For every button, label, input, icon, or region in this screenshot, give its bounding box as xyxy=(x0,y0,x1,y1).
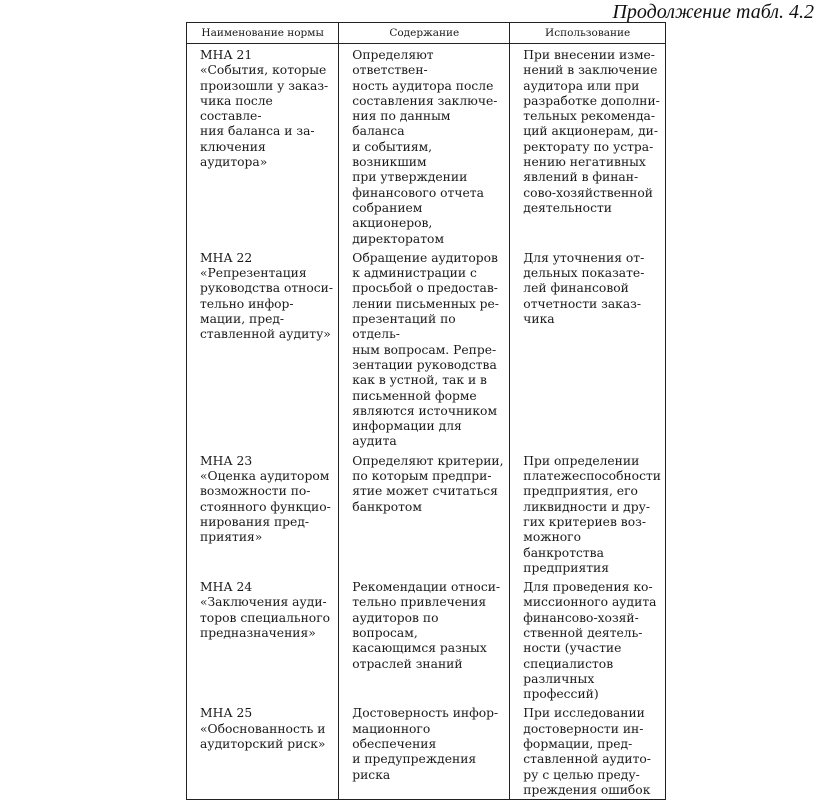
table-header-row xyxy=(187,23,666,44)
content-cell: Определяют ответствен- ность аудитора после составления заключе- ния по данным баланса и событиям, возникшим при утверждении финансового отчета собранием акционеров, директоратом xyxy=(339,44,510,247)
header-usage: Использование xyxy=(510,23,666,44)
standards-table xyxy=(186,22,666,800)
header-norm-name: Наименование нормы xyxy=(187,23,339,44)
usage-cell: При внесении изме- нений в заключение аудитора или при разработке дополни- тельных рекоменда- ций акционерам, ди- ректорату по устра- нению негативных явлений в финан- сово-хозяйственной деятельности xyxy=(510,44,666,247)
norm-name-cell: МНА 25 «Обоснованность и аудиторский риск» xyxy=(187,702,339,799)
content-cell: Обращение аудиторов к администрации с просьбой о предостав- лении письменных ре- презентаций по отдель- ным вопросам. Репре- зентации руководства как в устной, так и в письменной форме являются источником информации для аудита xyxy=(339,247,510,450)
norm-name-cell: МНА 21 «События, которые произошли у заказ- чика после составле- ния баланса и за- ключения аудитора» xyxy=(187,44,339,247)
norm-name-cell: МНА 23 «Оценка аудитором возможности по- стоянного функцио- нирования пред- приятия» xyxy=(187,450,339,576)
usage-cell: При определении платежеспособности предприятия, его ликвидности и дру- гих критериев воз- можного банкротства предприятия xyxy=(510,450,666,576)
table-row xyxy=(187,702,666,799)
content-cell: Определяют критерии, по которым предпри- ятие может считаться банкротом xyxy=(339,450,510,576)
header-content: Содержание xyxy=(339,23,510,44)
norm-name-cell: МНА 24 «Заключения ауди- торов специального предназначения» xyxy=(187,576,339,702)
table-row xyxy=(187,450,666,576)
norm-name-cell: МНА 22 «Репрезентация руководства относи- тельно инфор- мации, пред- ставленной аудиту» xyxy=(187,247,339,450)
table-row xyxy=(187,247,666,450)
usage-cell: При исследовании достоверности ин- формации, пред- ставленной аудито- ру с целью преду- преждения ошибок xyxy=(510,702,666,799)
table-caption: Продолжение табл. 4.2 xyxy=(612,1,814,23)
content-cell: Рекомендации относи- тельно привлечения аудиторов по вопросам, касающимся разных отраслей знаний xyxy=(339,576,510,702)
content-cell: Достоверность инфор- мационного обеспечения и предупреждения риска xyxy=(339,702,510,799)
usage-cell: Для проведения ко- миссионного аудита финансово-хозяй- ственной деятель- ности (участие специалистов различных профессий) xyxy=(510,576,666,702)
table-row xyxy=(187,576,666,702)
usage-cell: Для уточнения от- дельных показате- лей финансовой отчетности заказ- чика xyxy=(510,247,666,450)
table-row xyxy=(187,44,666,247)
